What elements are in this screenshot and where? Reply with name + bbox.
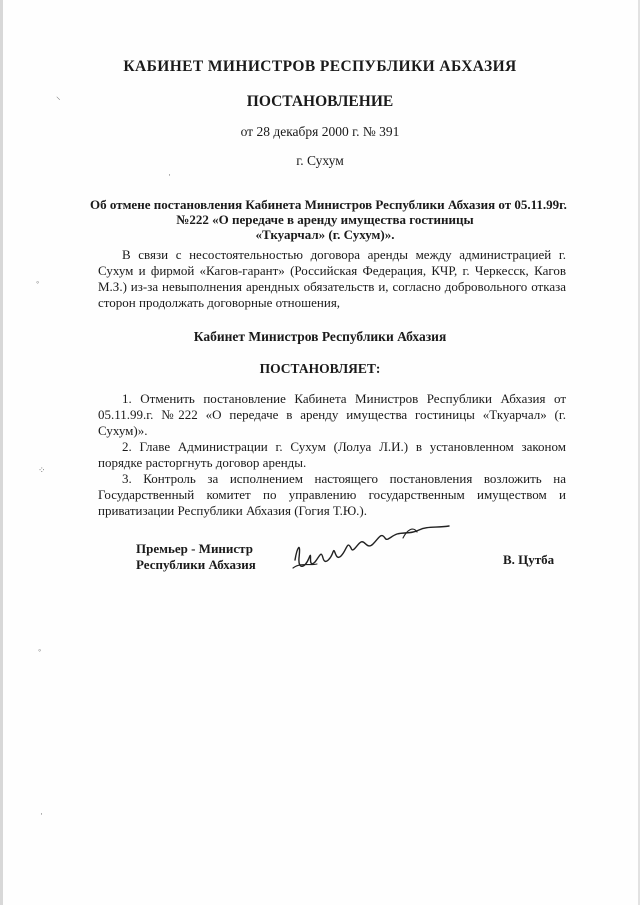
signer-name: В. Цутба bbox=[503, 552, 555, 567]
scan-speck: ⁘ bbox=[38, 465, 46, 475]
subject-line: №222 «О передаче в аренду имущества гостиницы bbox=[176, 212, 474, 227]
scan-speck: ◦ bbox=[38, 645, 42, 655]
signer-position-line: Республики Абхазия bbox=[136, 557, 256, 572]
document-type-title: ПОСТАНОВЛЕНИЕ bbox=[246, 93, 394, 110]
subject-line: «Ткуарчал» (г. Сухум)». bbox=[255, 227, 395, 242]
decree-items bbox=[98, 391, 566, 519]
date-and-number: от 28 декабря 2000 г. № 391 bbox=[240, 124, 400, 139]
signer-position-line: Премьер - Министр bbox=[136, 541, 253, 556]
scan-speck: · bbox=[168, 170, 171, 180]
decree-item: 2. Главе Администрации г. Сухум (Лолуа Л.И.) в установленном законом порядке расторгнуть договор аренды. bbox=[98, 439, 566, 470]
handwritten-signature bbox=[287, 518, 457, 580]
subject-heading bbox=[90, 197, 567, 242]
decree-heading: ПОСТАНОВЛЯЕТ: bbox=[259, 361, 381, 376]
scan-speck: · bbox=[40, 809, 43, 819]
preamble-paragraph bbox=[98, 247, 566, 311]
decree-item: 1. Отменить постановление Кабинета Министров Республики Абхазия от 05.11.99.г. №222 «О передаче в аренду имущества гостиницы «Ткуарчал» (г. Сухум)». bbox=[98, 391, 566, 438]
signer-position bbox=[136, 541, 256, 573]
issuing-body: Кабинет Министров Республики Абхазия bbox=[193, 329, 447, 344]
scan-speck: ⸌ bbox=[56, 95, 61, 105]
scan-speck: ◦ bbox=[36, 277, 40, 287]
city-line: г. Сухум bbox=[296, 153, 344, 168]
preamble-text: В связи с несостоятельностью договора аренды между администрацией г. Сухум и фирмой «Кагов-гарант» (Российская Федерация, КЧР, г. Черкесск, Кагов М.З.) из-за невыполнения арендных обязательств и, согласно добровольного отказа сторон продолжать договорные отношения, bbox=[98, 247, 566, 310]
organization-title: КАБИНЕТ МИНИСТРОВ РЕСПУБЛИКИ АБХАЗИЯ bbox=[123, 58, 517, 75]
decree-item: 3. Контроль за исполнением настоящего постановления возложить на Государственный комитет по управлению государственным имуществом и приватизации Республики Абхазия (Гогия Т.Ю.). bbox=[98, 471, 566, 518]
subject-line: Об отмене постановления Кабинета Министров Республики Абхазия от 05.11.99г. bbox=[90, 197, 567, 212]
